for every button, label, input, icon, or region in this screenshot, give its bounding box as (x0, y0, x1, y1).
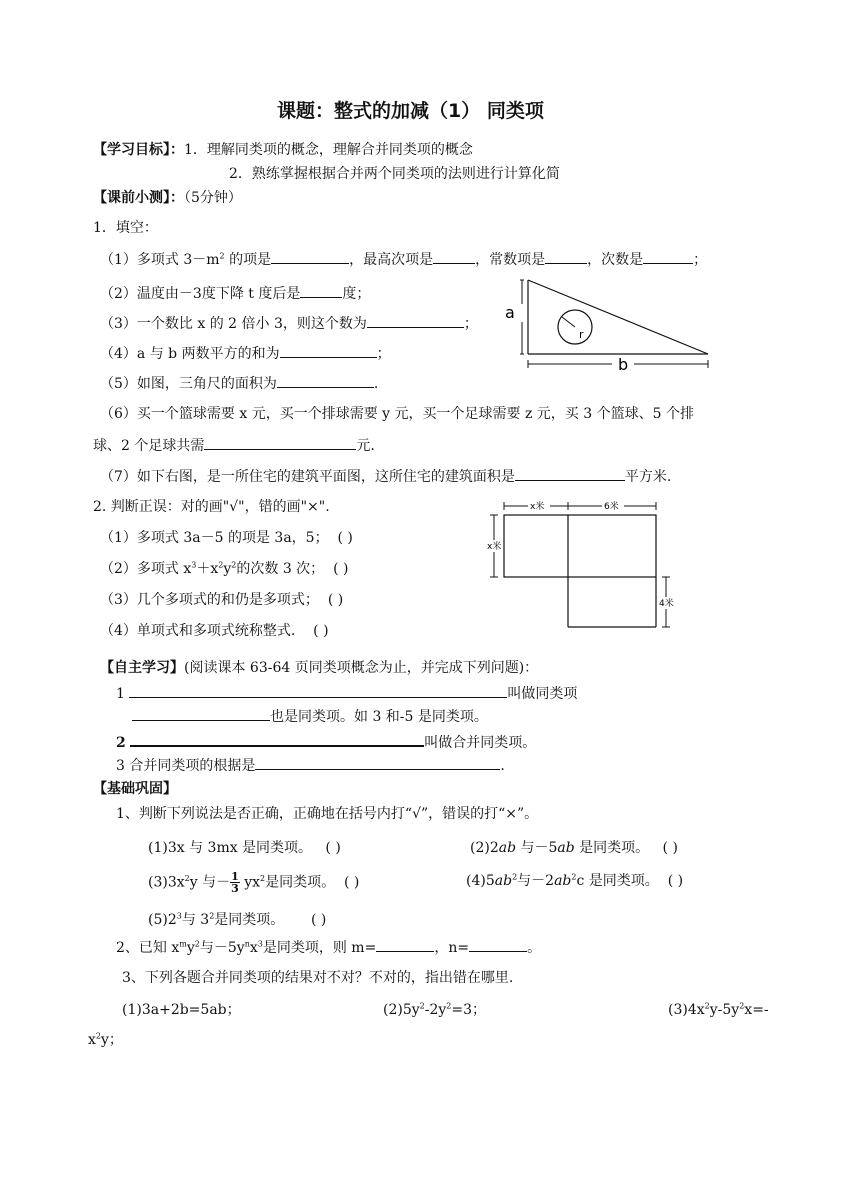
exponent: 3 (191, 560, 197, 570)
fill-q6-text: 元. (356, 438, 375, 454)
fill-heading: 1．填空： (93, 220, 158, 236)
basic-q2-text: 2、已知 x (116, 940, 180, 956)
fill-q2-text: （2）温度由－3度下降 t 度后是 (100, 286, 301, 302)
combine-text: y-5y (709, 1002, 740, 1018)
judge-q4 (100, 621, 329, 641)
goal-2: 2．熟练掌握根据合并两个同类项的法则进行计算化简 (229, 166, 560, 182)
goals-label: 【学习目标】： (93, 142, 184, 158)
self-text: 1 (116, 686, 125, 702)
exponent: 2 (704, 1001, 710, 1011)
plan-label-top-x: x米 (530, 502, 545, 512)
self-line-3 (116, 731, 536, 753)
basic-q3: 3、下列各题合并同类项的结果对不对？不对的，指出错在哪里. (122, 970, 514, 986)
basic-item-text: ab (494, 873, 513, 889)
plan-label-top-6: 6米 (604, 502, 619, 512)
answer-blank[interactable] (367, 313, 464, 328)
goals-row-1 (93, 140, 473, 160)
exponent: 2 (512, 872, 518, 882)
fill-q6-cont (93, 435, 375, 456)
answer-paren[interactable]: ( ) (667, 873, 684, 889)
exponent: 2 (219, 251, 225, 261)
answer-blank[interactable] (255, 755, 500, 770)
answer-blank[interactable] (132, 706, 270, 721)
fill-q1-text: ，最高次项是 (349, 252, 434, 268)
answer-paren[interactable]: ( ) (311, 912, 327, 928)
fill-q1-text: ，次数是 (587, 252, 644, 268)
answer-blank[interactable] (376, 937, 434, 952)
judge-q2-text: 的次数 3 次； (236, 561, 325, 577)
answer-blank[interactable] (277, 373, 374, 388)
basic-q2-text: 。 (527, 940, 542, 956)
triangle-ruler-figure (500, 274, 720, 374)
basic-item-4 (466, 871, 683, 891)
answer-paren[interactable]: ( ) (313, 623, 329, 639)
exponent: m (179, 939, 187, 949)
basic-heading: 【基础巩固】 (93, 781, 177, 797)
combine-text: =3； (451, 1002, 487, 1018)
judge-q4-text: （4）单项式和多项式统称整式. (100, 623, 296, 639)
fill-q1-text: （1）多项式 3－m (100, 252, 220, 268)
basic-item-text: (3)3x (148, 874, 185, 891)
triangle-label-r: r (579, 328, 584, 341)
fill-q1 (100, 249, 707, 270)
basic-item-text: (5)2 (148, 912, 177, 928)
fill-q7 (100, 466, 671, 487)
exponent: 2 (194, 939, 200, 949)
basic-item-3 (148, 871, 359, 894)
self-line-2 (132, 706, 488, 727)
basic-item-text: 是同类项。 (214, 912, 285, 928)
exponent: 2 (571, 872, 577, 882)
fill-q3-text: ； (463, 316, 478, 332)
basic-item-text: yx (239, 874, 261, 891)
page-title: 课题：整式的加减（1） 同类项 (277, 100, 544, 122)
answer-blank[interactable] (130, 731, 424, 747)
exponent: n (244, 939, 250, 949)
basic-q2-text: 与－5y (199, 940, 245, 956)
plan-label-right-4: 4米 (659, 599, 674, 609)
answer-blank[interactable] (300, 283, 342, 298)
fill-q7-text: 平方米. (624, 469, 672, 485)
fraction-denominator: 3 (231, 882, 239, 895)
answer-paren[interactable]: ( ) (344, 874, 360, 891)
pretest-row (93, 188, 242, 208)
combine-item-2 (383, 1000, 486, 1020)
self-text: 3 合并同类项的根据是 (116, 758, 256, 774)
self-text: 2 (116, 735, 126, 751)
answer-blank[interactable] (271, 249, 349, 264)
basic-item-text: c 是同类项。 (576, 873, 659, 889)
basic-item-text: (4)5 (466, 873, 495, 889)
exponent: 3 (257, 939, 263, 949)
combine-item-3-cont (88, 1030, 123, 1050)
basic-item-text: 与 3 (181, 912, 210, 928)
fill-q1-text: 的项是 (224, 252, 272, 268)
basic-item-text: (2)2 (470, 840, 499, 856)
answer-paren[interactable]: ( ) (325, 840, 341, 856)
judge-q2 (100, 559, 348, 579)
fill-q4-text: ； (376, 346, 391, 362)
basic-item-2 (470, 838, 678, 858)
answer-blank[interactable] (515, 466, 625, 481)
fill-q5 (100, 373, 378, 394)
goal-1: 1．理解同类项的概念，理解合并同类项的概念 (184, 142, 473, 158)
fill-q3-text: （3）一个数比 x 的 2 倍小 3，则这个数为 (100, 316, 367, 332)
combine-text: -2y (424, 1002, 447, 1018)
answer-blank[interactable] (545, 249, 587, 264)
combine-text: x (88, 1032, 96, 1048)
answer-blank[interactable] (643, 249, 693, 264)
judge-q2-text: （2）多项式 x (100, 561, 192, 577)
basic-q2-text: x (249, 940, 258, 956)
exponent: 3 (176, 911, 182, 921)
fraction-one-third (230, 871, 240, 894)
pretest-label: 【课前小测】： (93, 190, 184, 206)
answer-blank[interactable] (280, 343, 377, 358)
plan-label-left-x: x米 (487, 542, 502, 552)
answer-paren[interactable]: ( ) (337, 530, 353, 546)
basic-item-1 (148, 838, 341, 858)
self-heading-row (100, 658, 538, 678)
self-note: (阅读课本 63-64 页同类项概念为止，并完成下列问题)： (184, 660, 539, 676)
answer-blank[interactable] (129, 683, 507, 698)
self-text: . (500, 758, 505, 774)
judge-q3-text: （3）几个多项式的和仍是多项式； (100, 592, 319, 608)
basic-q2-text: 是同类项，则 m= (262, 940, 377, 956)
judge-q2-text: ＋x (196, 561, 219, 577)
judge-q3 (100, 590, 343, 610)
exponent: 2 (260, 873, 266, 883)
exponent: 2 (446, 1001, 452, 1011)
fill-q4 (100, 343, 391, 364)
fill-q2 (100, 283, 370, 304)
fill-q5-text: （5）如图，三角尺的面积为 (100, 376, 277, 392)
basic-item-text: ab (557, 840, 575, 856)
exponent: 2 (739, 1001, 745, 1011)
answer-paren[interactable]: ( ) (662, 840, 678, 856)
basic-q1: 1、判断下列说法是否正确，正确地在括号内打“√”，错误的打“×”。 (116, 806, 539, 822)
basic-item-text: 与－5 (516, 840, 558, 856)
fill-q1-text: ，常数项是 (475, 252, 546, 268)
basic-item-text: ab (554, 873, 572, 889)
exponent: 2 (209, 911, 215, 921)
self-heading: 【自主学习】 (100, 660, 184, 676)
triangle-label-b: b (618, 355, 629, 374)
combine-item-3 (668, 1000, 769, 1020)
self-text: 也是同类项。如 3 和-5 是同类项。 (270, 709, 488, 725)
fill-q2-text: 度； (342, 286, 371, 302)
combine-text: (3)4x (668, 1002, 705, 1018)
self-text: 叫做同类项 (507, 686, 578, 702)
combine-item-1: (1)3a+2b=5ab； (122, 1002, 241, 1018)
exponent: 2 (231, 560, 237, 570)
self-line-4 (116, 755, 505, 776)
combine-text: (2)5y (383, 1002, 420, 1018)
house-plan-figure (484, 494, 684, 636)
fill-q4-text: （4）a 与 b 两数平方的和为 (100, 346, 280, 362)
fill-q6: （6）买一个篮球需要 x 元，买一个排球需要 y 元，买一个足球需要 z 元，买 3 个篮球、5 个排 (100, 406, 694, 422)
judge-q1-text: （1）多项式 3a－5 的项是 3a，5； (100, 530, 329, 546)
fill-q3 (100, 313, 478, 334)
basic-q2-text: ，n= (434, 940, 470, 956)
fill-q1-text: ； (693, 252, 708, 268)
exponent: 2 (95, 1031, 101, 1041)
basic-q2-text: y (186, 940, 195, 956)
exponent: 2 (218, 560, 224, 570)
basic-item-text: 与－2 (517, 873, 555, 889)
basic-item-text: y 与－ (189, 874, 231, 891)
exponent: 2 (184, 873, 190, 883)
basic-q2 (116, 937, 541, 958)
answer-paren[interactable]: ( ) (327, 592, 344, 608)
self-text: 叫做合并同类项。 (424, 735, 537, 751)
basic-item-text: 是同类项。 (574, 840, 650, 856)
combine-text: x=- (744, 1002, 769, 1018)
answer-blank[interactable] (433, 249, 475, 264)
triangle-label-a: a (505, 303, 515, 322)
judge-q1 (100, 528, 353, 548)
basic-item-text: (1)3x 与 3mx 是同类项。 (148, 840, 313, 856)
fill-q5-text: . (373, 376, 379, 392)
combine-text: y； (101, 1032, 123, 1048)
pretest-time: （5分钟） (184, 190, 242, 206)
answer-paren[interactable]: ( ) (333, 561, 349, 577)
fill-q7-text: （7）如下右图，是一所住宅的建筑平面图，这所住宅的建筑面积是 (100, 469, 515, 485)
answer-blank[interactable] (204, 435, 356, 450)
exponent: 2 (419, 1001, 425, 1011)
fraction-numerator: 1 (231, 870, 239, 883)
basic-item-text: 是同类项。 (265, 874, 336, 891)
basic-item-5 (148, 910, 326, 930)
judge-heading: 2. 判断正误：对的画"√"，错的画"×". (93, 499, 330, 515)
judge-q2-text: y (223, 561, 232, 577)
fill-q6-text: 球、2 个足球共需 (93, 438, 205, 454)
basic-item-text: ab (498, 840, 517, 856)
answer-blank[interactable] (469, 937, 527, 952)
self-line-1 (116, 683, 577, 704)
